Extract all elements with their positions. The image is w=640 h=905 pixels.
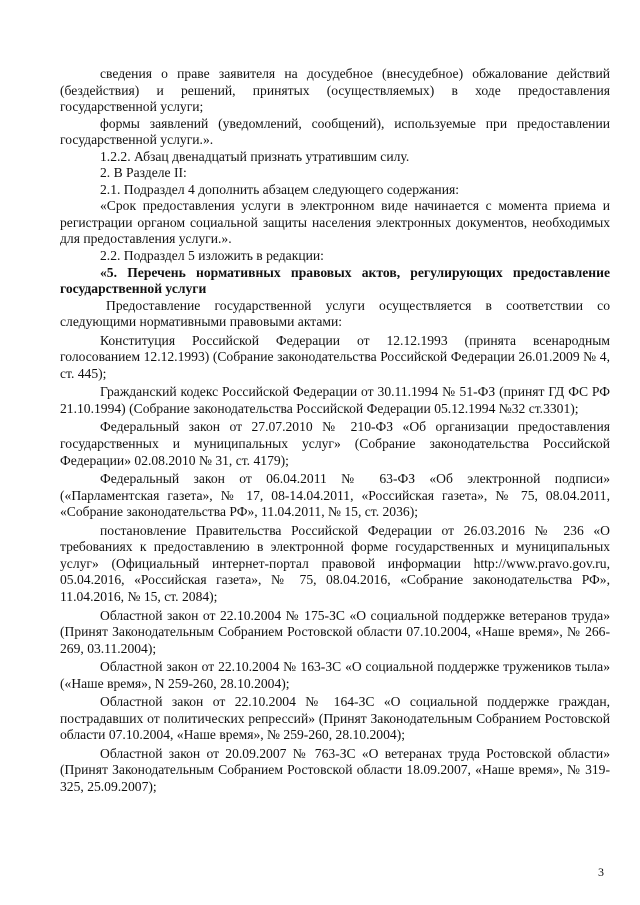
- paragraph-service-term: «Срок предоставления услуги в электронном виде начинается с момента приема и регистрации органом социальной защиты населения электронных документов, необходимых для предоставления услуги.».: [60, 198, 610, 247]
- paragraph-law-63: Федеральный закон от 06.04.2011 № 63-ФЗ «Об электронной подписи» («Парламентская газета», № 17, 08-14.04.2011, «Российская газета», № 75, 08.04.2011, «Собрание законодательства РФ», 11.04.2011, № 15, ст. 2036);: [60, 471, 610, 520]
- page-number: 3: [598, 865, 604, 879]
- paragraph-2-2: 2.2. Подраздел 5 изложить в редакции:: [100, 248, 324, 264]
- paragraph-1-2-2: 1.2.2. Абзац двенадцатый признать утратившим силу.: [100, 148, 410, 164]
- paragraph-section-2: 2. В Разделе II:: [100, 165, 187, 181]
- paragraph-law-210: Федеральный закон от 27.07.2010 № 210-ФЗ «Об организации предоставления государственных и муниципальных услуг» (Собрание законодательства Российской Федерации» 02.08.2010 № 31, ст. 4179);: [60, 419, 610, 468]
- document-page: [60, 66, 610, 796]
- paragraph-regional-law-763: Областной закон от 20.09.2007 № 763-ЗС «О ветеранах труда Ростовской области» (Принят Законодательным Собранием Ростовской области 18.09.2007, «Наше время», № 319-325, 25.09.2007);: [60, 745, 610, 794]
- section-5-heading: «5. Перечень нормативных правовых актов, регулирующих предоставление государственной услуги: [60, 264, 610, 297]
- paragraph-2-1: 2.1. Подраздел 4 дополнить абзацем следующего содержания:: [100, 181, 460, 197]
- paragraph-resolution-236: постановление Правительства Российской Федерации от 26.03.2016 № 236 «О требованиях к предоставлению в электронной форме государственных и муниципальных услуг» (Официальный интернет-портал правовой информации http://www.pravo.gov.ru, 05.04.2016, «Российская газета», № 75, 08.04.2016, «Собрание законодательства РФ», 11.04.2016, № 15, ст. 2084);: [60, 522, 610, 604]
- paragraph-application-forms: формы заявлений (уведомлений, сообщений), используемые при предоставлении государственной услуги.».: [60, 115, 610, 148]
- paragraph-intro-acts: Предоставление государственной услуги осуществляется в соответствии со следующими нормативными правовыми актами:: [60, 297, 610, 330]
- paragraph-regional-law-175: Областной закон от 22.10.2004 № 175-ЗС «О социальной поддержке ветеранов труда» (Принят Законодательным Собранием Ростовской области 07.10.2004, «Наше время», № 266-269, 03.11.2004);: [60, 607, 610, 656]
- paragraph-regional-law-163: Областной закон от 22.10.2004 № 163-ЗС «О социальной поддержке тружеников тыла» («Наше время», N 259-260, 28.10.2004);: [60, 659, 610, 691]
- paragraph-constitution: Конституция Российской Федерации от 12.12.1993 (принята всенародным голосованием 12.12.1993) (Собрание законодательства Российской Федерации 26.01.2009 № 4, ст. 445);: [60, 332, 610, 381]
- paragraph-regional-law-164: Областной закон от 22.10.2004 № 164-ЗС «О социальной поддержке граждан, пострадавших от политических репрессий» (Принят Законодательным Собранием Ростовской области 07.10.2004, «Наше время», № 259-260, 28.10.2004);: [60, 694, 610, 743]
- paragraph-civil-code: Гражданский кодекс Российской Федерации от 30.11.1994 № 51-ФЗ (принят ГД ФС РФ 21.10.1994) (Собрание законодательства Российской Федерации 05.12.1994 №32 ст.3301);: [60, 384, 610, 416]
- paragraph-appeal-rights: сведения о праве заявителя на досудебное (внесудебное) обжалование действий (бездействия) и решений, принятых (осуществляемых) в ходе предоставления государственной услуги;: [60, 66, 610, 115]
